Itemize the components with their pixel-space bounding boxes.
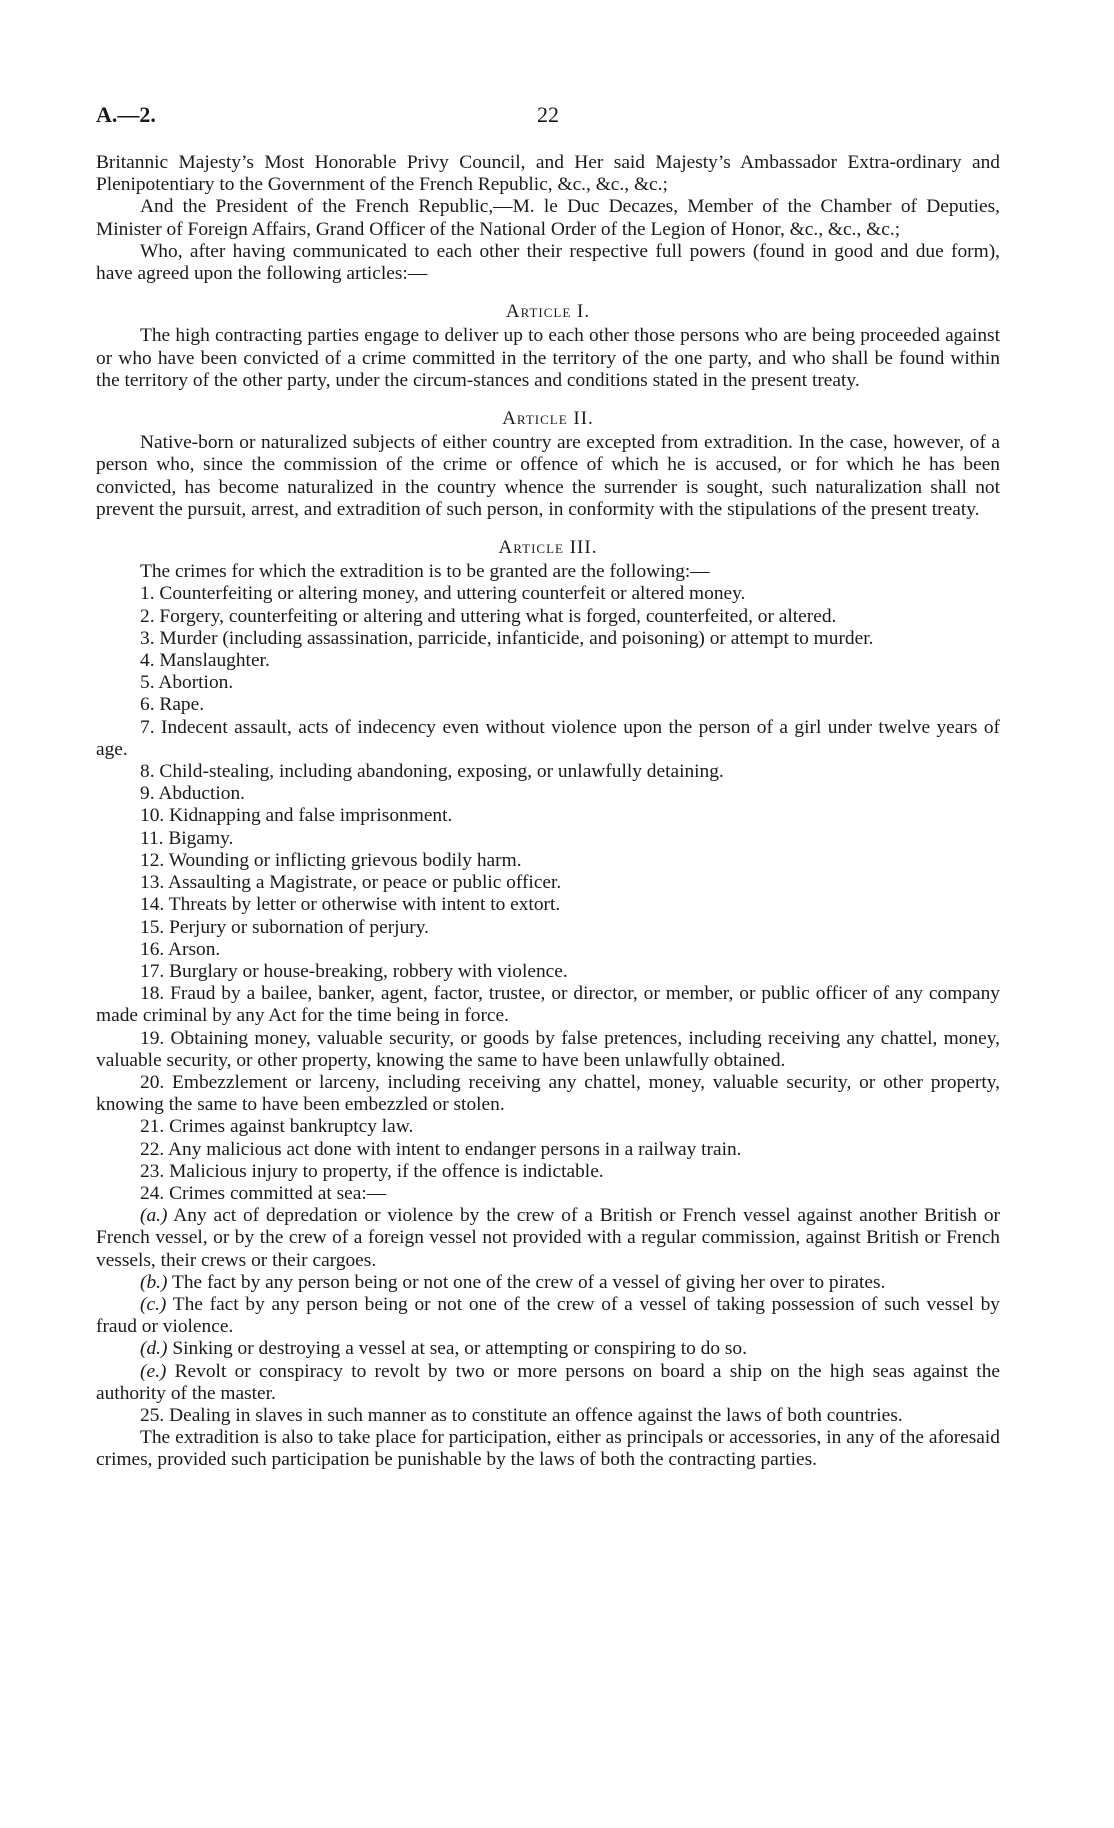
sea-crime-item (96, 1294, 1000, 1338)
crime-list-item: 11. Bigamy. (140, 827, 234, 849)
preamble-paragraph: Britannic Majesty’s Most Honorable Privy Council, and Her said Majesty’s Ambassador Extra-ordinary and Plenipotentiary to the Government of the French Republic, &c., &c., &c.; (96, 152, 1000, 196)
article-1-heading: Article I. (505, 301, 591, 323)
sea-crime-text: Any act of depredation or violence by the crew of a British or French vessel against another British or French vessel, or by the crew of a foreign vessel not provided with a regular commission, against British or French vessels, their crews or their cargoes. (96, 1205, 1000, 1271)
crime-list-item: 25. Dealing in slaves in such manner as to constitute an offence against the laws of both countries. (140, 1404, 903, 1426)
article-1-text: The high contracting parties engage to deliver up to each other those persons who are being proceeded against or who have been convicted of a crime committed in the territory of the one party, and who shall be found within the territory of the other party, under the circum-stances and conditions stated in the present treaty. (96, 325, 1000, 391)
sea-crime-text: The fact by any person being or not one of the crew of a vessel of taking possession of such vessel by fraud or violence. (96, 1293, 1000, 1338)
crime-list-item: 13. Assaulting a Magistrate, or peace or public officer. (140, 872, 562, 894)
document-reference: A.—2. (96, 102, 156, 127)
crime-list-item: 14. Threats by letter or otherwise with intent to extort. (140, 894, 561, 916)
crime-list-item: 2. Forgery, counterfeiting or altering and uttering what is forged, counterfeited, or altered. (140, 605, 837, 627)
sea-crime-item (96, 1272, 1000, 1294)
sea-crime-item (96, 1205, 1000, 1272)
article-2-heading: Article II. (502, 408, 594, 430)
crime-list-item: 9. Abduction. (140, 783, 246, 805)
sea-crime-label: (a.) (140, 1205, 168, 1227)
body-text (96, 152, 1000, 1472)
crime-list-item: 3. Murder (including assassination, parricide, infanticide, and poisoning) or attempt to murder. (140, 627, 874, 649)
crime-list-item: 18. Fraud by a bailee, banker, agent, factor, trustee, or director, or member, or public officer of any company made criminal by any Act for the time being in force. (96, 983, 1000, 1027)
crime-list-item: 10. Kidnapping and false imprisonment. (140, 805, 453, 827)
article-2-text: Native-born or naturalized subjects of either country are excepted from extradition. In the case, however, of a person who, since the commission of the crime or offence of which he is accused, or for which he has been convicted, has become naturalized in the country whence the surrender is sought, such naturalization shall not prevent the pursuit, arrest, and extradition of such person, in conformity with the stipulations of the present treaty. (96, 432, 1000, 520)
sea-crime-label: (d.) (140, 1338, 168, 1360)
crime-list-item: 22. Any malicious act done with intent to endanger persons in a railway train. (140, 1138, 742, 1160)
sea-crime-text: The fact by any person being or not one of the crew of a vessel of giving her over to pirates. (171, 1271, 886, 1293)
crime-list-item: 16. Arson. (140, 938, 221, 960)
sea-crime-text: Sinking or destroying a vessel at sea, or attempting or conspiring to do so. (172, 1338, 747, 1360)
preamble-paragraph: And the President of the French Republic,—M. le Duc Decazes, Member of the Chamber of Deputies, Minister of Foreign Affairs, Grand Officer of the National Order of the Legion of Honor, &c., &c., &c.; (96, 196, 1000, 240)
preamble-paragraph: Who, after having communicated to each other their respective full powers (found in good and due form), have agreed upon the following articles:— (96, 240, 1000, 285)
crime-list-item: 5. Abortion. (140, 672, 234, 694)
article-3-intro: The crimes for which the extradition is to be granted are the following:— (140, 561, 710, 583)
crime-list-item: 24. Crimes committed at sea:— (140, 1182, 387, 1204)
crime-list-item: 23. Malicious injury to property, if the offence is indictable. (140, 1160, 604, 1182)
article-3-heading: Article III. (498, 537, 598, 559)
crime-list-item: 20. Embezzlement or larceny, including receiving any chattel, money, valuable security, or other property, knowing the same to have been embezzled or stolen. (96, 1071, 1000, 1116)
sea-crime-item (96, 1338, 1000, 1360)
sea-crime-label: (b.) (140, 1271, 168, 1293)
crime-list-item: 21. Crimes against bankruptcy law. (140, 1116, 414, 1138)
crime-list-item: 17. Burglary or house-breaking, robbery with violence. (140, 960, 568, 982)
crime-list-item: 1. Counterfeiting or altering money, and uttering counterfeit or altered money. (140, 583, 746, 605)
article-3-closing: The extradition is also to take place for participation, either as principals or accessories, in any of the aforesaid crimes, provided such participation be punishable by the laws of both the contracting parties. (96, 1427, 1000, 1471)
sea-crime-text: Revolt or conspiracy to revolt by two or more persons on board a ship on the high seas against the authority of the master. (96, 1360, 1000, 1404)
crime-list-item: 15. Perjury or subornation of perjury. (140, 916, 430, 938)
crime-list-item: 6. Rape. (140, 694, 205, 716)
sea-crime-label: (c.) (140, 1293, 167, 1315)
crime-list-item: 7. Indecent assault, acts of indecency even without violence upon the person of a girl under twelve years of age. (96, 716, 1000, 760)
page-number: 22 (537, 102, 559, 127)
crime-list-item: 8. Child-stealing, including abandoning, exposing, or unlawfully detaining. (140, 761, 724, 783)
sea-crime-item (96, 1361, 1000, 1405)
crime-list-item: 12. Wounding or inflicting grievous bodily harm. (140, 849, 522, 871)
crime-list-item: 19. Obtaining money, valuable security, or goods by false pretences, including receiving any chattel, money, valuable security, or other property, knowing the same to have been unlawfully obtained. (96, 1027, 1000, 1071)
page-header (96, 102, 1000, 132)
crime-list-item: 4. Manslaughter. (140, 650, 270, 672)
sea-crime-label: (e.) (140, 1360, 167, 1382)
